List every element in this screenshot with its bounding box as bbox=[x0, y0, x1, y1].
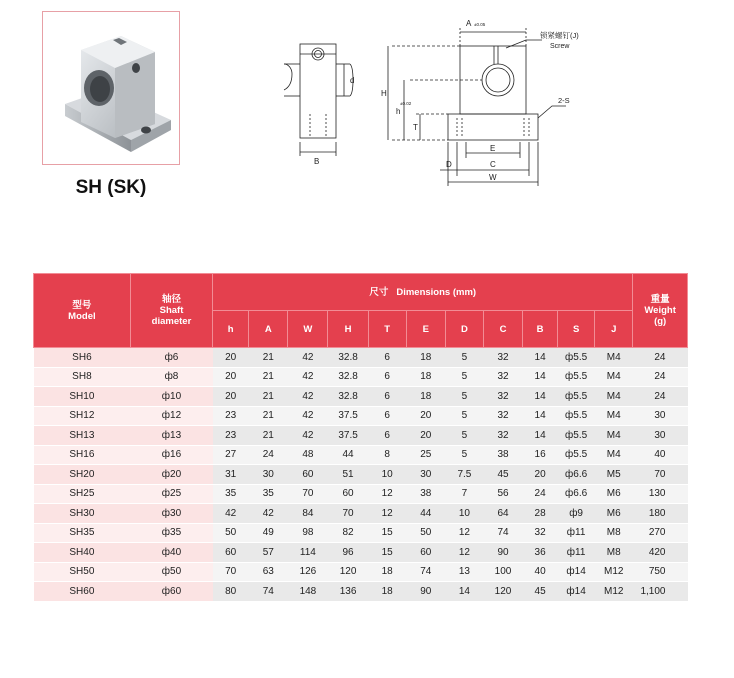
dimension-cell: 42 bbox=[288, 348, 328, 368]
column-header-j: J bbox=[595, 311, 633, 348]
dimension-cell: M6 bbox=[595, 504, 633, 524]
dimension-cell: ф14 bbox=[558, 582, 595, 602]
weight-cell: 180 bbox=[633, 504, 688, 524]
header-dimensions-en: Dimensions (mm) bbox=[396, 286, 477, 298]
dimension-cell: 42 bbox=[249, 504, 288, 524]
shaft-cell: ф16 bbox=[130, 445, 212, 465]
dimension-cell: 18 bbox=[368, 562, 406, 582]
dimension-cell: 21 bbox=[249, 406, 288, 426]
dimension-cell: M4 bbox=[595, 426, 633, 446]
dimension-cell: 80 bbox=[213, 582, 249, 602]
dim-d: d bbox=[350, 76, 355, 85]
dimension-cell: 74 bbox=[249, 582, 288, 602]
column-header-w: W bbox=[288, 311, 328, 348]
dimension-cell: 42 bbox=[213, 504, 249, 524]
dimension-cell: M12 bbox=[595, 562, 633, 582]
dimension-cell: 114 bbox=[288, 543, 328, 563]
header-shaft-en1: Shaft bbox=[159, 305, 184, 316]
dimension-cell: 18 bbox=[406, 367, 445, 387]
dimension-cell: 21 bbox=[249, 387, 288, 407]
dimension-cell: ф5.5 bbox=[558, 426, 595, 446]
dimension-cell: 90 bbox=[483, 543, 522, 563]
model-cell: SH50 bbox=[34, 562, 131, 582]
table-row bbox=[34, 523, 688, 543]
model-cell: SH16 bbox=[34, 445, 131, 465]
model-cell: SH12 bbox=[34, 406, 131, 426]
dimension-cell: 13 bbox=[445, 562, 483, 582]
dimension-cell: 12 bbox=[445, 543, 483, 563]
weight-cell: 40 bbox=[633, 445, 688, 465]
table-row bbox=[34, 426, 688, 446]
header-weight-cn: 重量 bbox=[650, 294, 670, 305]
dimension-cell: 35 bbox=[249, 484, 288, 504]
dim-W: W bbox=[489, 173, 497, 182]
dimension-cell: 10 bbox=[368, 465, 406, 485]
dimension-cell: M12 bbox=[595, 582, 633, 602]
dimension-cell: 74 bbox=[483, 523, 522, 543]
shaft-cell: ф60 bbox=[130, 582, 212, 602]
dim-h: h bbox=[396, 107, 401, 116]
dim-B: B bbox=[314, 157, 320, 166]
dimension-cell: 37.5 bbox=[328, 426, 368, 446]
header-model-cn: 型号 bbox=[72, 299, 92, 311]
model-cell: SH30 bbox=[34, 504, 131, 524]
dim-A: A bbox=[466, 19, 472, 28]
dimension-cell: 32 bbox=[483, 406, 522, 426]
dimension-cell: 7.5 bbox=[445, 465, 483, 485]
table-row bbox=[34, 348, 688, 368]
dimension-cell: 21 bbox=[249, 348, 288, 368]
dimension-cell: 38 bbox=[483, 445, 522, 465]
weight-cell: 24 bbox=[633, 387, 688, 407]
dimension-cell: 96 bbox=[328, 543, 368, 563]
dimension-cell: 32 bbox=[483, 426, 522, 446]
dimension-cell: 31 bbox=[213, 465, 249, 485]
model-cell: SH35 bbox=[34, 523, 131, 543]
dimension-cell: M8 bbox=[595, 543, 633, 563]
table-row bbox=[34, 484, 688, 504]
dimension-cell: M5 bbox=[595, 465, 633, 485]
header-weight-en: Weight bbox=[644, 305, 676, 316]
dimension-cell: 18 bbox=[406, 387, 445, 407]
shaft-cell: ф50 bbox=[130, 562, 212, 582]
dimension-cell: 20 bbox=[406, 426, 445, 446]
weight-cell: 420 bbox=[633, 543, 688, 563]
dimension-cell: 20 bbox=[406, 406, 445, 426]
dimension-cell: 16 bbox=[523, 445, 558, 465]
dimension-cell: 49 bbox=[249, 523, 288, 543]
dimension-cell: 100 bbox=[483, 562, 522, 582]
dimension-cell: 32.8 bbox=[328, 387, 368, 407]
dimension-drawing bbox=[270, 14, 590, 189]
shaft-cell: ф30 bbox=[130, 504, 212, 524]
model-cell: SH25 bbox=[34, 484, 131, 504]
dimension-cell: ф5.5 bbox=[558, 387, 595, 407]
dimension-cell: 18 bbox=[368, 582, 406, 602]
model-cell: SH40 bbox=[34, 543, 131, 563]
dimension-cell: 32.8 bbox=[328, 348, 368, 368]
table-row bbox=[34, 543, 688, 563]
header-weight-unit: (g) bbox=[654, 316, 667, 327]
dimension-cell: 12 bbox=[445, 523, 483, 543]
header-shaft-cn: 轴径 bbox=[161, 294, 181, 305]
dimension-cell: ф5.5 bbox=[558, 367, 595, 387]
dimension-cell: M8 bbox=[595, 523, 633, 543]
dimension-cell: 74 bbox=[406, 562, 445, 582]
dimension-cell: 6 bbox=[368, 367, 406, 387]
dimension-cell: 60 bbox=[406, 543, 445, 563]
header-dimensions bbox=[213, 274, 633, 311]
dimension-cell: 23 bbox=[213, 426, 249, 446]
dimension-cell: 90 bbox=[406, 582, 445, 602]
table-row bbox=[34, 367, 688, 387]
dimension-cell: 50 bbox=[213, 523, 249, 543]
dimension-cell: 70 bbox=[288, 484, 328, 504]
dimension-cell: 45 bbox=[523, 582, 558, 602]
dimension-cell: 56 bbox=[483, 484, 522, 504]
dimension-cell: ф11 bbox=[558, 543, 595, 563]
shaft-cell: ф6 bbox=[130, 348, 212, 368]
table-row bbox=[34, 562, 688, 582]
dimension-cell: 6 bbox=[368, 348, 406, 368]
table-row bbox=[34, 387, 688, 407]
dimension-cell: M4 bbox=[595, 387, 633, 407]
dimension-cell: 18 bbox=[406, 348, 445, 368]
dimension-cell: 24 bbox=[523, 484, 558, 504]
dim-h-tolerance: ±0.02 bbox=[400, 101, 412, 106]
dimension-cell: ф11 bbox=[558, 523, 595, 543]
dimension-cell: 32 bbox=[483, 348, 522, 368]
dimension-cell: 120 bbox=[328, 562, 368, 582]
dimension-cell: 5 bbox=[445, 406, 483, 426]
table-row bbox=[34, 445, 688, 465]
column-header-s: S bbox=[558, 311, 595, 348]
dimension-cell: 44 bbox=[328, 445, 368, 465]
shaft-cell: ф20 bbox=[130, 465, 212, 485]
dimension-cell: 5 bbox=[445, 426, 483, 446]
shaft-cell: ф35 bbox=[130, 523, 212, 543]
dimension-cell: 84 bbox=[288, 504, 328, 524]
dimension-cell: 60 bbox=[213, 543, 249, 563]
weight-cell: 30 bbox=[633, 406, 688, 426]
weight-cell: 270 bbox=[633, 523, 688, 543]
dimension-cell: 30 bbox=[406, 465, 445, 485]
shaft-cell: ф25 bbox=[130, 484, 212, 504]
dimension-cell: 98 bbox=[288, 523, 328, 543]
dimension-cell: 7 bbox=[445, 484, 483, 504]
dimension-cell: 8 bbox=[368, 445, 406, 465]
dimension-cell: M4 bbox=[595, 445, 633, 465]
dimension-cell: 63 bbox=[249, 562, 288, 582]
screw-label-en: Screw bbox=[550, 43, 570, 50]
dimension-cell: 20 bbox=[213, 348, 249, 368]
dimension-cell: 15 bbox=[368, 543, 406, 563]
model-cell: SH20 bbox=[34, 465, 131, 485]
dimension-cell: ф5.5 bbox=[558, 348, 595, 368]
dimension-cell: 37.5 bbox=[328, 406, 368, 426]
dimension-cell: 6 bbox=[368, 387, 406, 407]
dimension-cell: ф6.6 bbox=[558, 484, 595, 504]
column-header-c: C bbox=[483, 311, 522, 348]
dim-A-tolerance: ±0.05 bbox=[474, 22, 486, 27]
table-row bbox=[34, 582, 688, 602]
model-cell: SH13 bbox=[34, 426, 131, 446]
dimension-cell: 5 bbox=[445, 348, 483, 368]
dimension-cell: 10 bbox=[445, 504, 483, 524]
dimension-cell: 15 bbox=[368, 523, 406, 543]
dimension-cell: 42 bbox=[288, 367, 328, 387]
dimension-cell: 136 bbox=[328, 582, 368, 602]
dimension-cell: 24 bbox=[249, 445, 288, 465]
dimension-cell: 45 bbox=[483, 465, 522, 485]
table-row bbox=[34, 406, 688, 426]
dimension-cell: 14 bbox=[523, 348, 558, 368]
table-row bbox=[34, 465, 688, 485]
dimension-cell: 42 bbox=[288, 426, 328, 446]
dimension-cell: 14 bbox=[523, 367, 558, 387]
dimension-cell: 20 bbox=[213, 387, 249, 407]
product-title: SH (SK) bbox=[75, 177, 147, 198]
dimension-cell: 82 bbox=[328, 523, 368, 543]
dimension-cell: 35 bbox=[213, 484, 249, 504]
model-cell: SH10 bbox=[34, 387, 131, 407]
dimension-cell: ф5.5 bbox=[558, 445, 595, 465]
dimension-cell: ф9 bbox=[558, 504, 595, 524]
shaft-support-photo bbox=[43, 12, 179, 164]
dimension-cell: 14 bbox=[523, 406, 558, 426]
weight-cell: 750 bbox=[633, 562, 688, 582]
dimension-cell: 23 bbox=[213, 406, 249, 426]
screw-label-cn: 锁紧螺钉(J) bbox=[540, 31, 579, 40]
dimension-cell: 44 bbox=[406, 504, 445, 524]
dimension-cell: 60 bbox=[328, 484, 368, 504]
dimension-cell: 36 bbox=[523, 543, 558, 563]
dimension-cell: 51 bbox=[328, 465, 368, 485]
column-header-h: H bbox=[328, 311, 368, 348]
dimension-cell: 32.8 bbox=[328, 367, 368, 387]
dimension-cell: 42 bbox=[288, 387, 328, 407]
dimension-cell: 12 bbox=[368, 484, 406, 504]
dimension-cell: 40 bbox=[523, 562, 558, 582]
dim-E: E bbox=[490, 144, 496, 153]
shaft-cell: ф40 bbox=[130, 543, 212, 563]
dimension-cell: ф14 bbox=[558, 562, 595, 582]
dimension-cell: 38 bbox=[406, 484, 445, 504]
weight-cell: 1,100 bbox=[633, 582, 688, 602]
column-header-t: T bbox=[368, 311, 406, 348]
table-row bbox=[34, 504, 688, 524]
header-shaft bbox=[130, 274, 212, 348]
column-header-e: E bbox=[406, 311, 445, 348]
dim-D: D bbox=[446, 160, 452, 169]
shaft-cell: ф10 bbox=[130, 387, 212, 407]
dimension-cell: 60 bbox=[288, 465, 328, 485]
dimension-cell: 32 bbox=[523, 523, 558, 543]
dimension-cell: 48 bbox=[288, 445, 328, 465]
dimension-cell: 6 bbox=[368, 426, 406, 446]
dimension-cell: ф6.6 bbox=[558, 465, 595, 485]
dimension-cell: 120 bbox=[483, 582, 522, 602]
column-header-h: h bbox=[213, 311, 249, 348]
dimension-cell: 70 bbox=[328, 504, 368, 524]
dimension-cell: 14 bbox=[445, 582, 483, 602]
header-model-en: Model bbox=[68, 310, 96, 322]
dimension-cell: 28 bbox=[523, 504, 558, 524]
dimension-cell: M6 bbox=[595, 484, 633, 504]
dimension-cell: 57 bbox=[249, 543, 288, 563]
header-shaft-en2: diameter bbox=[151, 316, 192, 327]
dimension-cell: 20 bbox=[523, 465, 558, 485]
weight-cell: 30 bbox=[633, 426, 688, 446]
dimension-cell: 30 bbox=[249, 465, 288, 485]
header-model bbox=[34, 274, 131, 348]
dimension-cell: M4 bbox=[595, 348, 633, 368]
dimension-cell: 14 bbox=[523, 426, 558, 446]
dim-2S: 2-S bbox=[558, 96, 570, 105]
product-photo-frame bbox=[42, 11, 180, 165]
dim-T: T bbox=[413, 123, 418, 132]
dimension-cell: 32 bbox=[483, 367, 522, 387]
weight-cell: 130 bbox=[633, 484, 688, 504]
dimension-cell: 27 bbox=[213, 445, 249, 465]
dimension-cell: 21 bbox=[249, 426, 288, 446]
dimension-cell: 148 bbox=[288, 582, 328, 602]
weight-cell: 24 bbox=[633, 348, 688, 368]
dimension-cell: M4 bbox=[595, 406, 633, 426]
column-header-a: A bbox=[249, 311, 288, 348]
weight-cell: 24 bbox=[633, 367, 688, 387]
weight-cell: 70 bbox=[633, 465, 688, 485]
dimension-cell: 5 bbox=[445, 445, 483, 465]
dim-H: H bbox=[381, 89, 387, 98]
dimension-cell: 5 bbox=[445, 367, 483, 387]
model-cell: SH6 bbox=[34, 348, 131, 368]
dimension-cell: 32 bbox=[483, 387, 522, 407]
header-weight bbox=[633, 274, 688, 348]
dimension-cell: 70 bbox=[213, 562, 249, 582]
shaft-cell: ф8 bbox=[130, 367, 212, 387]
dimensions-table bbox=[33, 273, 688, 602]
dimension-cell: 25 bbox=[406, 445, 445, 465]
header-dimensions-cn: 尺寸 bbox=[369, 286, 389, 298]
dimension-cell: 42 bbox=[288, 406, 328, 426]
dimension-cell: 5 bbox=[445, 387, 483, 407]
column-header-d: D bbox=[445, 311, 483, 348]
dimension-cell: 20 bbox=[213, 367, 249, 387]
column-header-b: B bbox=[523, 311, 558, 348]
shaft-cell: ф12 bbox=[130, 406, 212, 426]
dimension-cell: 6 bbox=[368, 406, 406, 426]
dimension-cell: 14 bbox=[523, 387, 558, 407]
dimension-cell: 12 bbox=[368, 504, 406, 524]
dimension-cell: 21 bbox=[249, 367, 288, 387]
dimension-cell: 50 bbox=[406, 523, 445, 543]
dimension-cell: M4 bbox=[595, 367, 633, 387]
model-cell: SH60 bbox=[34, 582, 131, 602]
model-cell: SH8 bbox=[34, 367, 131, 387]
dimension-cell: ф5.5 bbox=[558, 406, 595, 426]
dimension-cell: 64 bbox=[483, 504, 522, 524]
dim-C: C bbox=[490, 160, 496, 169]
shaft-cell: ф13 bbox=[130, 426, 212, 446]
dimension-cell: 126 bbox=[288, 562, 328, 582]
